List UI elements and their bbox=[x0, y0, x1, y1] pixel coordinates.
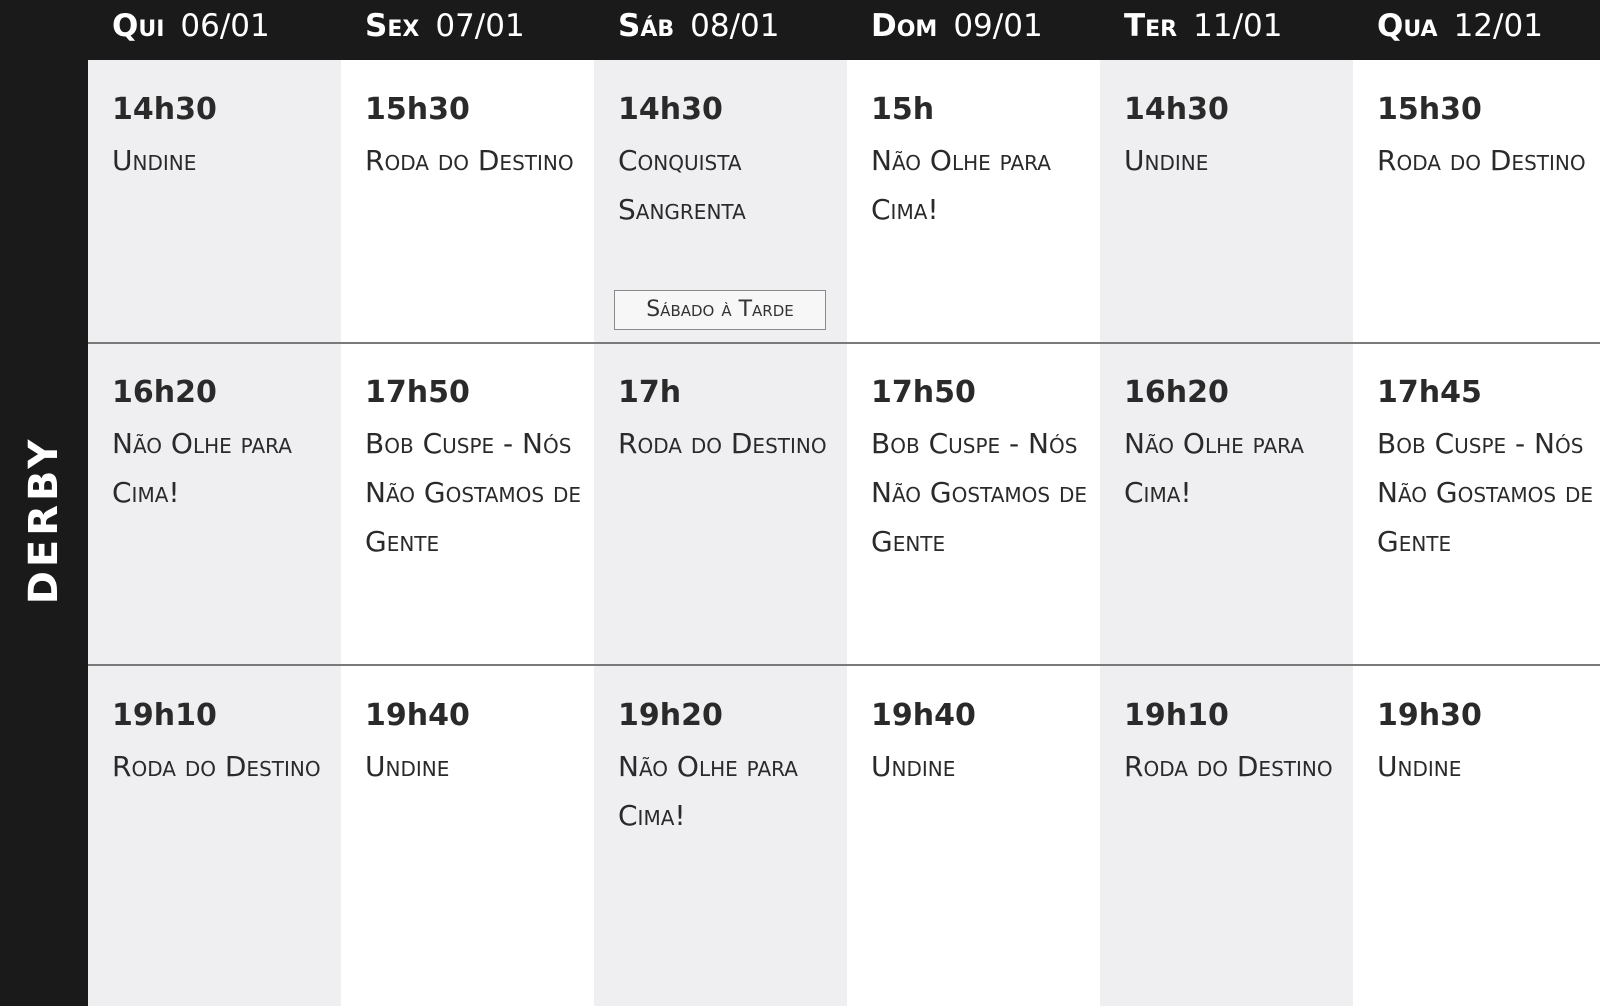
session-slot bbox=[618, 373, 837, 468]
session-time: 19h30 bbox=[1377, 698, 1482, 733]
session-time: 19h20 bbox=[618, 698, 723, 733]
day-name: Sex bbox=[365, 8, 420, 44]
day-column-0 bbox=[88, 60, 341, 1006]
session-title: Undine bbox=[365, 750, 450, 783]
session-time: 15h30 bbox=[365, 92, 470, 127]
day-name: Qui bbox=[112, 8, 165, 44]
venue-sidebar bbox=[0, 0, 88, 1006]
session-slot bbox=[871, 90, 1090, 234]
session-title: Undine bbox=[871, 750, 956, 783]
session-time: 17h50 bbox=[871, 375, 976, 410]
session-title: Bob Cuspe - Nós Não Gostamos de Gente bbox=[1377, 427, 1594, 558]
day-date: 11/01 bbox=[1193, 8, 1283, 44]
session-time: 19h40 bbox=[871, 698, 976, 733]
session-title: Roda do Destino bbox=[1124, 750, 1333, 783]
day-header-0 bbox=[88, 0, 341, 60]
day-header-3 bbox=[847, 0, 1100, 60]
session-title: Conquista Sangrenta bbox=[618, 144, 746, 226]
session-slot bbox=[871, 373, 1090, 566]
session-slot bbox=[365, 373, 584, 566]
day-column-5 bbox=[1353, 60, 1600, 1006]
day-header-1 bbox=[341, 0, 594, 60]
day-date: 06/01 bbox=[180, 8, 270, 44]
session-title: Bob Cuspe - Nós Não Gostamos de Gente bbox=[871, 427, 1088, 558]
day-date: 12/01 bbox=[1453, 8, 1543, 44]
day-name: Qua bbox=[1377, 8, 1438, 44]
session-title: Roda do Destino bbox=[365, 144, 574, 177]
session-slot bbox=[1124, 90, 1343, 185]
session-title: Undine bbox=[1377, 750, 1462, 783]
session-title: Não Olhe para Cima! bbox=[871, 144, 1051, 226]
day-column-4 bbox=[1100, 60, 1353, 1006]
day-header-5 bbox=[1353, 0, 1600, 60]
session-slot bbox=[112, 373, 331, 517]
session-title: Não Olhe para Cima! bbox=[1124, 427, 1304, 509]
session-title: Undine bbox=[112, 144, 197, 177]
session-time: 16h20 bbox=[1124, 375, 1229, 410]
day-name: Ter bbox=[1124, 8, 1178, 44]
session-slot bbox=[1124, 696, 1343, 791]
day-date: 09/01 bbox=[953, 8, 1043, 44]
day-header-2 bbox=[594, 0, 847, 60]
session-time: 17h45 bbox=[1377, 375, 1482, 410]
session-slot bbox=[618, 90, 837, 234]
session-slot bbox=[365, 696, 584, 791]
session-title: Undine bbox=[1124, 144, 1209, 177]
session-time: 16h20 bbox=[112, 375, 217, 410]
session-time: 15h bbox=[871, 92, 935, 127]
session-title: Não Olhe para Cima! bbox=[618, 750, 798, 832]
session-slot bbox=[112, 696, 331, 791]
session-title: Não Olhe para Cima! bbox=[112, 427, 292, 509]
day-header-4 bbox=[1100, 0, 1353, 60]
day-header-row bbox=[88, 0, 1600, 60]
session-slot bbox=[871, 696, 1090, 791]
session-title: Roda do Destino bbox=[618, 427, 827, 460]
day-date: 08/01 bbox=[690, 8, 780, 44]
session-slot bbox=[1377, 373, 1596, 566]
session-slot bbox=[1124, 373, 1343, 517]
day-column-2 bbox=[594, 60, 847, 1006]
session-time: 19h40 bbox=[365, 698, 470, 733]
session-slot bbox=[618, 696, 837, 840]
venue-label: DERBY bbox=[21, 435, 67, 605]
session-slot bbox=[112, 90, 331, 185]
session-time: 14h30 bbox=[112, 92, 217, 127]
row-divider bbox=[88, 342, 1600, 344]
row-divider bbox=[88, 664, 1600, 666]
session-time: 15h30 bbox=[1377, 92, 1482, 127]
session-slot bbox=[365, 90, 584, 185]
session-title: Roda do Destino bbox=[1377, 144, 1586, 177]
day-date: 07/01 bbox=[435, 8, 525, 44]
day-column-1 bbox=[341, 60, 594, 1006]
session-slot bbox=[1377, 90, 1596, 185]
session-title: Bob Cuspe - Nós Não Gostamos de Gente bbox=[365, 427, 582, 558]
session-time: 17h50 bbox=[365, 375, 470, 410]
session-time: 14h30 bbox=[618, 92, 723, 127]
day-column-3 bbox=[847, 60, 1100, 1006]
session-time: 17h bbox=[618, 375, 682, 410]
day-name: Sáb bbox=[618, 8, 675, 44]
session-time: 19h10 bbox=[1124, 698, 1229, 733]
session-tag-badge: Sábado à Tarde bbox=[614, 290, 826, 330]
session-time: 19h10 bbox=[112, 698, 217, 733]
session-time: 14h30 bbox=[1124, 92, 1229, 127]
schedule-grid bbox=[88, 60, 1600, 1006]
session-title: Roda do Destino bbox=[112, 750, 321, 783]
day-name: Dom bbox=[871, 8, 938, 44]
session-slot bbox=[1377, 696, 1596, 791]
